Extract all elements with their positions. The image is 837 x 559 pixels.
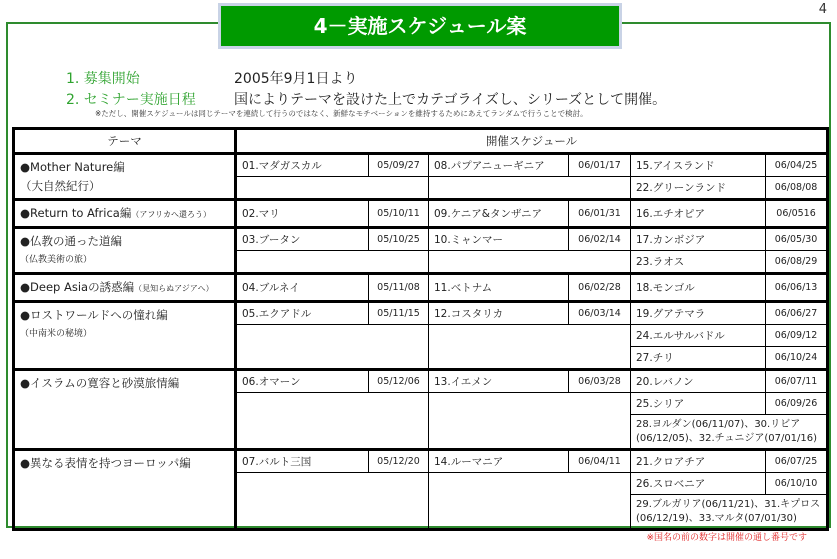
session-date: 05/10/11	[369, 200, 429, 228]
session-date: 06/02/28	[569, 274, 631, 302]
session-date: 06/08/08	[766, 177, 828, 200]
empty-cell	[236, 325, 429, 370]
session-country: 03.ブータン	[236, 228, 369, 251]
session-list: 28.ヨルダン(06/11/07)、30.リビア (06/12/05)、32.チュニジア(07/01/16)	[631, 415, 828, 450]
empty-cell	[429, 325, 631, 370]
item-value: 国によりテーマを設けた上でカテゴライズし、シリーズとして開催。	[234, 92, 667, 108]
session-country: 18.モンゴル	[631, 274, 766, 302]
session-date: 06/09/26	[766, 393, 828, 415]
session-date: 06/08/29	[766, 251, 828, 274]
empty-cell	[236, 251, 429, 274]
theme-cell	[14, 200, 236, 228]
session-country: 10.ミャンマー	[429, 228, 569, 251]
session-country: 01.マダガスカル	[236, 154, 369, 177]
session-date: 06/04/25	[766, 154, 828, 177]
theme-title: ●Mother Nature編	[20, 160, 125, 174]
theme-cell	[14, 228, 236, 274]
session-date: 06/0516	[766, 200, 828, 228]
session-date: 05/09/27	[369, 154, 429, 177]
session-country: 25.シリア	[631, 393, 766, 415]
footer-note: ※国名の前の数字は開催の通し番号です	[646, 533, 807, 543]
empty-cell	[236, 473, 429, 530]
table-row	[14, 228, 828, 251]
session-country: 22.グリーンランド	[631, 177, 766, 200]
session-date: 06/09/12	[766, 325, 828, 347]
table-header	[14, 129, 828, 154]
session-country: 23.ラオス	[631, 251, 766, 274]
session-date: 06/10/10	[766, 473, 828, 495]
empty-cell	[429, 177, 631, 200]
session-country: 21.クロアチア	[631, 450, 766, 473]
empty-cell	[429, 473, 631, 530]
session-date: 06/05/30	[766, 228, 828, 251]
theme-cell	[14, 274, 236, 302]
theme-subtitle: （中南米の秘境）	[20, 329, 93, 339]
slide-title: 4－実施スケジュール案	[218, 3, 622, 49]
session-date: 05/12/20	[369, 450, 429, 473]
session-date: 06/06/13	[766, 274, 828, 302]
empty-cell	[429, 251, 631, 274]
item-label: 1. 募集開始	[66, 71, 140, 87]
session-date: 06/04/11	[569, 450, 631, 473]
item-label: 2. セミナー実施日程	[66, 92, 196, 108]
session-country: 24.エルサルバドル	[631, 325, 766, 347]
schedule-table	[12, 127, 829, 531]
theme-cell	[14, 450, 236, 530]
session-country: 13.イエメン	[429, 370, 569, 393]
theme-cell	[14, 302, 236, 370]
empty-cell	[429, 393, 631, 450]
session-date: 06/01/17	[569, 154, 631, 177]
recruitment-start	[66, 68, 357, 88]
table-row	[14, 274, 828, 302]
table-row	[14, 200, 828, 228]
session-country: 20.レバノン	[631, 370, 766, 393]
session-country: 17.カンボジア	[631, 228, 766, 251]
theme-subtitle: （仏教美術の旅）	[20, 255, 93, 265]
header-schedule: 開催スケジュール	[236, 129, 828, 154]
session-country: 08.パプアニューギニア	[429, 154, 569, 177]
session-country: 27.チリ	[631, 347, 766, 370]
empty-cell	[236, 177, 429, 200]
empty-cell	[236, 393, 429, 450]
theme-title: ●異なる表情を持つヨーロッパ編	[20, 456, 191, 470]
session-country: 26.スロベニア	[631, 473, 766, 495]
theme-title: ●仏教の通った道編	[20, 234, 123, 248]
theme-subtitle: （アフリカへ還ろう）	[131, 210, 211, 219]
theme-cell	[14, 154, 236, 200]
header-theme: テーマ	[14, 129, 236, 154]
table-row	[14, 154, 828, 177]
session-date: 05/10/25	[369, 228, 429, 251]
session-date: 06/07/25	[766, 450, 828, 473]
theme-subtitle: （大自然紀行）	[20, 179, 101, 193]
session-date: 06/06/27	[766, 302, 828, 325]
session-country: 05.エクアドル	[236, 302, 369, 325]
theme-cell	[14, 370, 236, 450]
session-country: 09.ケニア&タンザニア	[429, 200, 569, 228]
session-country: 19.グアテマラ	[631, 302, 766, 325]
schedule-note: ※ただし、開催スケジュールは同じテーマを連続して行うのではなく、新鮮なモチベーションを維持するためにあえてランダムで行うことで検討。	[95, 109, 588, 118]
session-date: 06/02/14	[569, 228, 631, 251]
session-date: 05/11/15	[369, 302, 429, 325]
session-country: 04.ブルネイ	[236, 274, 369, 302]
table-row	[14, 370, 828, 393]
table-row	[14, 450, 828, 473]
session-country: 07.バルト三国	[236, 450, 369, 473]
session-country: 12.コスタリカ	[429, 302, 569, 325]
session-date: 06/10/24	[766, 347, 828, 370]
theme-title: ●Deep Asiaの誘惑編	[20, 280, 135, 294]
session-date: 06/07/11	[766, 370, 828, 393]
session-list: 29.ブルガリア(06/11/21)、31.キプロス (06/12/19)、33.マルタ(07/01/30)	[631, 495, 828, 530]
session-country: 06.オマーン	[236, 370, 369, 393]
session-country: 11.ベトナム	[429, 274, 569, 302]
seminar-schedule	[66, 89, 666, 109]
theme-subtitle: （見知らぬアジアへ）	[134, 284, 214, 293]
theme-title: ●Return to Africa編	[20, 206, 132, 220]
session-country: 02.マリ	[236, 200, 369, 228]
session-country: 14.ルーマニア	[429, 450, 569, 473]
session-date: 05/12/06	[369, 370, 429, 393]
theme-title: ●イスラムの寛容と砂漠旅情編	[20, 376, 180, 390]
session-date: 05/11/08	[369, 274, 429, 302]
session-date: 06/03/14	[569, 302, 631, 325]
session-country: 15.アイスランド	[631, 154, 766, 177]
page-number: 4	[818, 2, 827, 17]
item-value: 2005年9月1日より	[234, 71, 358, 87]
table-row	[14, 302, 828, 325]
session-country: 16.エチオピア	[631, 200, 766, 228]
session-date: 06/03/28	[569, 370, 631, 393]
theme-title: ●ロストワールドへの憧れ編	[20, 308, 168, 322]
session-date: 06/01/31	[569, 200, 631, 228]
